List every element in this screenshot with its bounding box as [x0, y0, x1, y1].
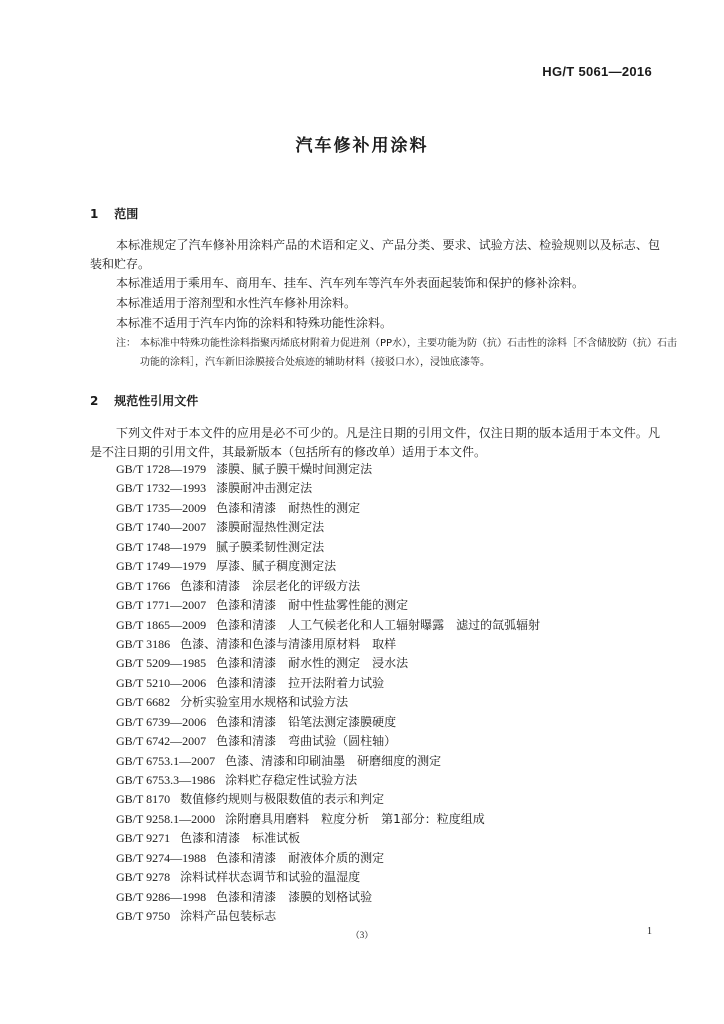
list-item — [116, 518, 540, 537]
list-item — [116, 849, 540, 868]
reference-code: GB/T 9750 — [116, 909, 171, 924]
list-item — [116, 907, 540, 926]
reference-title: 色漆和清漆 耐热性的测定 — [216, 500, 361, 515]
list-item — [116, 577, 540, 596]
reference-code: GB/T 1732—1993 — [116, 481, 207, 496]
section-2-number: 2 — [90, 394, 99, 408]
list-item — [116, 752, 540, 771]
reference-title: 漆膜耐冲击测定法 — [216, 481, 313, 496]
list-item — [116, 713, 540, 732]
reference-title: 色漆和清漆 漆膜的划格试验 — [216, 889, 373, 904]
reference-title: 涂料贮存稳定性试验方法 — [225, 773, 358, 787]
list-item — [116, 460, 540, 479]
reference-title: 色漆和清漆 拉开法附着力试验 — [216, 675, 385, 690]
reference-code: GB/T 1771—2007 — [116, 598, 207, 613]
document-title: 汽车修补用涂料 — [295, 136, 429, 156]
reference-code: GB/T 3186 — [116, 636, 171, 651]
reference-code: GB/T 1748—1979 — [116, 539, 207, 554]
reference-title: 色漆和清漆 耐中性盐雾性能的测定 — [216, 598, 409, 613]
list-item — [116, 829, 540, 848]
scope-paragraph-1: 本标准规定了汽车修补用涂料产品的术语和定义、产品分类、要求、试验方法、检验规则以及标志、包装和贮存。 — [90, 238, 660, 271]
reference-code: GB/T 6682 — [116, 695, 171, 710]
scope-paragraph-3: 本标准适用于溶剂型和水性汽车修补用涂料。 — [116, 296, 357, 310]
section-1-number: 1 — [90, 207, 99, 221]
reference-code: GB/T 5209—1985 — [116, 656, 207, 671]
list-item — [116, 732, 540, 751]
reference-title: 漆膜、腻子膜干燥时间测定法 — [216, 462, 373, 476]
reference-code: GB/T 1735—2009 — [116, 500, 207, 515]
reference-code: GB/T 8170 — [116, 792, 171, 807]
note-label: 注： — [116, 338, 136, 349]
reference-title: 腻子膜柔韧性测定法 — [216, 539, 325, 554]
reference-code: GB/T 9286—1998 — [116, 889, 207, 904]
reference-code: GB/T 1740—2007 — [116, 520, 207, 535]
reference-code: GB/T 1766 — [116, 578, 171, 593]
reference-code: GB/T 6739—2006 — [116, 714, 207, 729]
list-item — [116, 888, 540, 907]
reference-list — [116, 460, 540, 927]
reference-title: 色漆和清漆 铅笔法测定漆膜硬度 — [216, 714, 397, 729]
reference-code: GB/T 6753.3—1986 — [116, 773, 216, 787]
reference-code: GB/T 1728—1979 — [116, 462, 207, 476]
reference-code: GB/T 9274—1988 — [116, 850, 207, 865]
section-1-title: 范围 — [114, 207, 139, 221]
reference-code: GB/T 1749—1979 — [116, 559, 207, 574]
section-1-heading — [90, 205, 138, 222]
reference-title: 色漆、清漆和印刷油墨 研磨细度的测定 — [225, 753, 442, 768]
reference-title: 色漆和清漆 人工气候老化和人工辐射曝露 滤过的氙弧辐射 — [216, 617, 541, 632]
reference-title: 色漆和清漆 涂层老化的评级方法 — [180, 578, 361, 593]
list-item — [116, 654, 540, 673]
page-mark: （3） — [350, 930, 374, 940]
list-item — [116, 790, 540, 809]
reference-title: 色漆和清漆 弯曲试验（圆柱轴） — [216, 734, 397, 749]
scope-note — [116, 334, 686, 372]
reference-title: 漆膜耐湿热性测定法 — [216, 520, 325, 535]
references-intro: 下列文件对于本文件的应用是必不可少的。凡是注日期的引用文件，仅注日期的版本适用于本文件。凡是不注日期的引用文件，其最新版本（包括所有的修改单）适用于本文件。 — [90, 426, 660, 459]
list-item — [116, 479, 540, 498]
reference-code: GB/T 5210—2006 — [116, 675, 207, 690]
list-item — [116, 674, 540, 693]
note-text: 本标准中特殊功能性涂料指聚丙烯底材附着力促进剂（PP水），主要功能为防（抗）石击性的涂料［不含储胶防（抗）石击功能的涂料］，汽车新旧涂膜接合处痕迹的辅助材料（接驳口水），浸蚀底漆等。 — [140, 338, 678, 368]
list-item — [116, 693, 540, 712]
reference-code: GB/T 9271 — [116, 831, 171, 846]
list-item — [116, 635, 540, 654]
reference-code: GB/T 1865—2009 — [116, 617, 207, 632]
scope-paragraph-2: 本标准适用于乘用车、商用车、挂车、汽车列车等汽车外表面起装饰和保护的修补涂料。 — [116, 276, 585, 290]
reference-title: 厚漆、腻子稠度测定法 — [216, 559, 337, 574]
section-2-title: 规范性引用文件 — [114, 394, 199, 408]
list-item — [116, 868, 540, 887]
reference-code: GB/T 6753.1—2007 — [116, 753, 216, 768]
reference-title: 分析实验室用水规格和试验方法 — [180, 695, 349, 710]
list-item — [116, 499, 540, 518]
reference-title: 色漆、清漆和色漆与清漆用原材料 取样 — [180, 636, 397, 651]
reference-title: 色漆和清漆 耐水性的测定 浸水法 — [216, 656, 409, 671]
standard-code: HG/T 5061—2016 — [542, 64, 652, 79]
list-item — [116, 616, 540, 635]
list-item — [116, 771, 540, 790]
reference-title: 色漆和清漆 标准试板 — [180, 831, 301, 846]
page-number: 1 — [647, 926, 652, 937]
reference-title: 涂料产品包装标志 — [180, 909, 277, 924]
reference-title: 色漆和清漆 耐液体介质的测定 — [216, 850, 385, 865]
reference-code: GB/T 6742—2007 — [116, 734, 207, 749]
list-item — [116, 538, 540, 557]
reference-title: 数值修约规则与极限数值的表示和判定 — [180, 792, 385, 807]
reference-code: GB/T 9278 — [116, 870, 171, 885]
list-item — [116, 810, 540, 829]
list-item — [116, 557, 540, 576]
list-item — [116, 596, 540, 615]
reference-title: 涂料试样状态调节和试验的温湿度 — [180, 870, 361, 885]
section-2-heading — [90, 392, 198, 409]
reference-code: GB/T 9258.1—2000 — [116, 811, 216, 826]
reference-title: 涂附磨具用磨料 粒度分析 第1部分：粒度组成 — [225, 811, 485, 826]
scope-paragraph-4: 本标准不适用于汽车内饰的涂料和特殊功能性涂料。 — [116, 316, 393, 330]
